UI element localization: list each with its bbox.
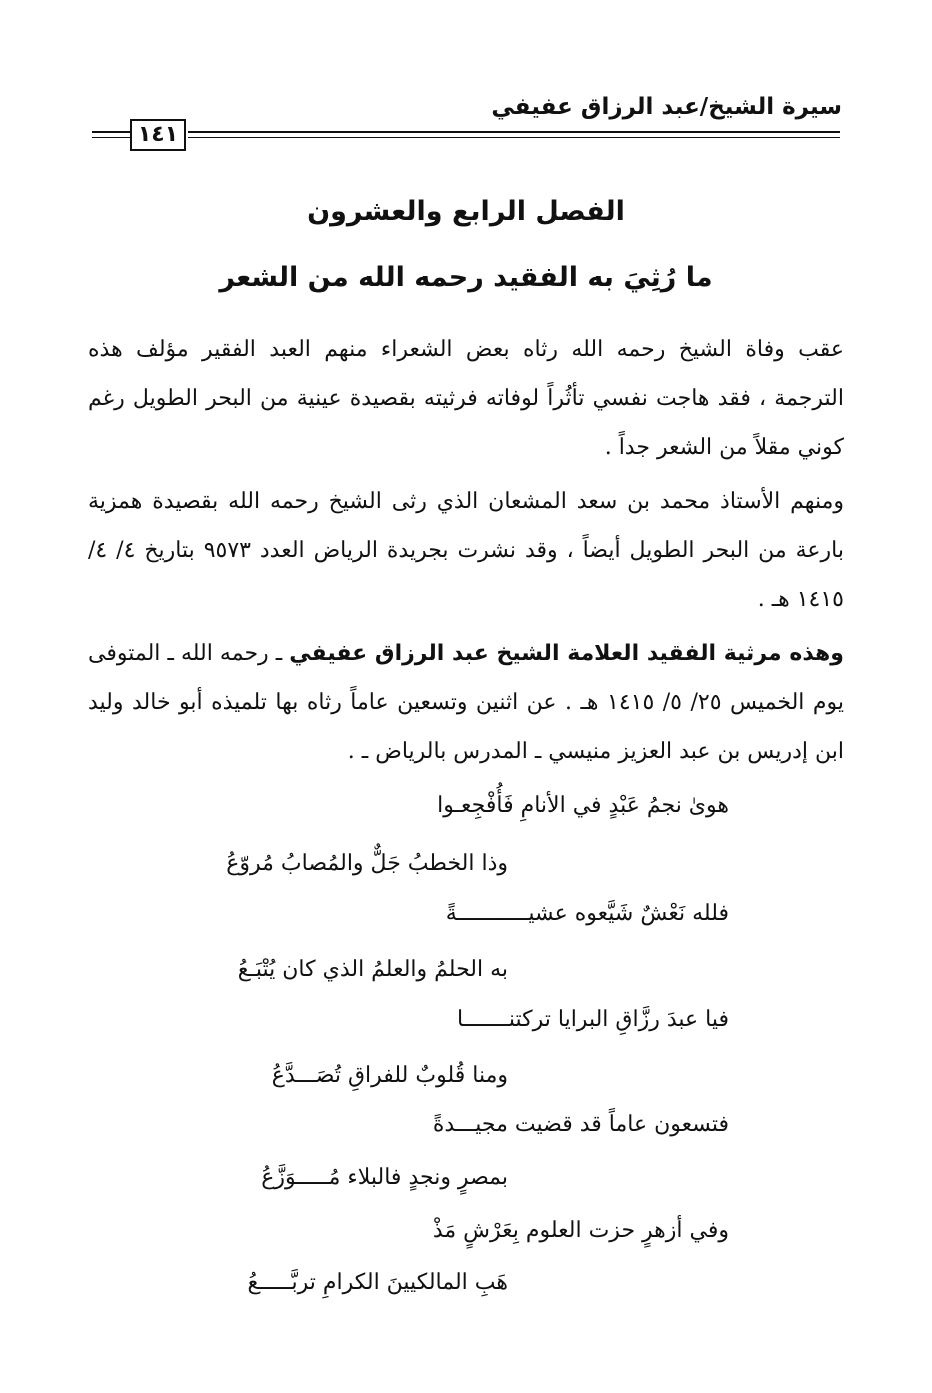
elegy-intro-bold: وهذه مرثية الفقيد العلامة الشيخ عبد الرزاق عفيفي xyxy=(289,641,844,666)
page-number: ١٤١ xyxy=(130,119,186,151)
paragraph-elegy-intro xyxy=(88,629,844,776)
header-rule-thin xyxy=(188,137,840,138)
poem-line: فلله نَعْشٌ شَيَّعوه عشيـــــــــــةً xyxy=(445,901,729,926)
section-title: ما رُثِيَ به الفقيد رحمه الله من الشعر xyxy=(219,262,713,293)
poem-line: هوىٰ نجمُ عَبْدٍ في الأنامِ فَأُفْجِعـوا xyxy=(437,793,729,818)
poem-line: ومنا قُلوبٌ للفراقِ تُصَـــدَّعُ xyxy=(271,1063,508,1088)
chapter-title: الفصل الرابع والعشرون xyxy=(307,196,625,227)
poem-line: هَبِ المالكيينَ الكرامِ تربَّـــــعُ xyxy=(247,1270,508,1295)
poem-line: فتسعون عاماً قد قضيت مجيـــدةً xyxy=(432,1112,729,1137)
running-title: سيرة الشيخ/عبد الرزاق عفيفي xyxy=(491,94,842,120)
poem-line: وذا الخطبُ جَلٌّ والمُصابُ مُروّعُ xyxy=(226,851,508,876)
paragraph-second-poet: ومنهم الأستاذ محمد بن سعد المشعان الذي رثى الشيخ رحمه الله بقصيدة همزية بارعة من البحر الطويل أيضاً ، وقد نشرت بجريدة الرياض العدد ٩٥٧٣ بتاريخ ٤/ ٤/ ١٤١٥ هـ . xyxy=(88,489,845,612)
paragraph-intro: عقب وفاة الشيخ رحمه الله رثاه بعض الشعراء منهم العبد الفقير مؤلف هذه الترجمة ، فقد هاجت نفسي تأثُراً لوفاته فرثيته بقصيدة عينية من البحر الطويل رغم كوني مقلاً من الشعر جداً . xyxy=(88,337,844,460)
elegy-intro-text: ـ رحمه الله ـ المتوفى يوم الخميس ٢٥/ ٥/ ١٤١٥ هـ . عن اثنين وتسعين عاماً رثاه بها تلميذه أبو خالد وليد ابن إدريس بن عبد العزيز منيسي ـ المدرس بالرياض ـ . xyxy=(88,641,844,764)
poem-line: بمصرٍ ونجدٍ فالبلاء مُـــــوَزَّعُ xyxy=(261,1165,508,1190)
poem-line: به الحلمُ والعلمُ الذي كان يُتْبَـعُ xyxy=(237,957,508,982)
poem-line: فيا عبدَ رزَّاقِ البرايا تركتنـــــــا xyxy=(457,1007,729,1032)
header-rule xyxy=(188,131,840,133)
header-rule-left-thin xyxy=(92,137,130,138)
header-rule-left xyxy=(92,131,130,133)
poem-line: وفي أزهرٍ حزت العلوم بِعَرْشٍ مَذْ xyxy=(432,1218,729,1243)
